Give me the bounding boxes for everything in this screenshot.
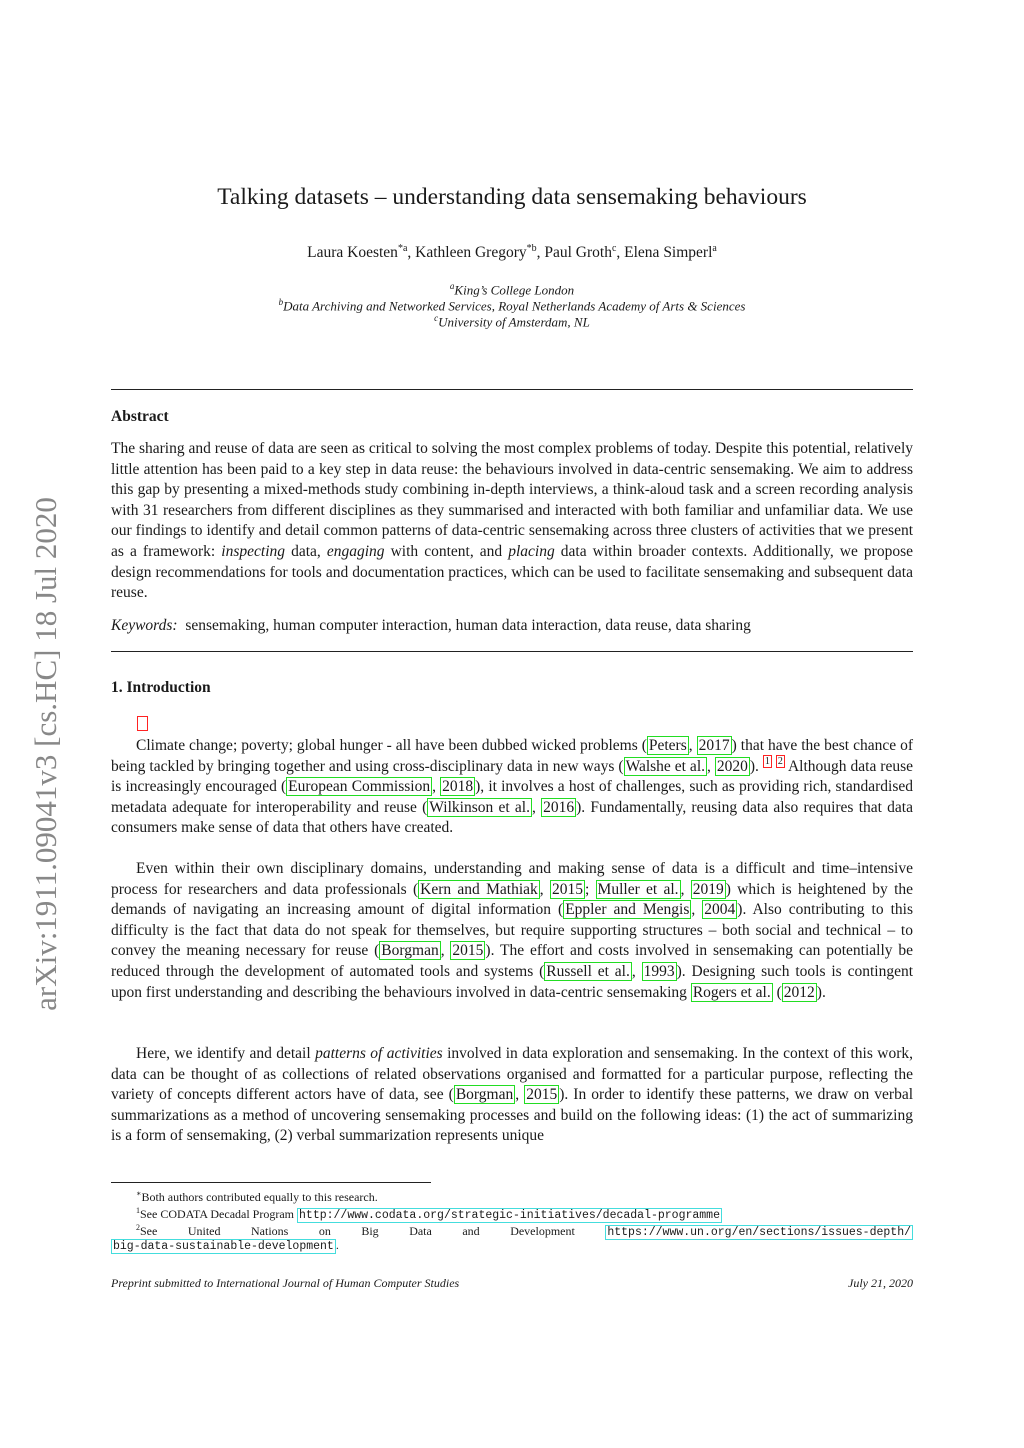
paper-title: Talking datasets – understanding data sensemaking behaviours (217, 184, 807, 210)
author-marker: *b (526, 243, 537, 254)
section-heading: 1. Introduction (111, 679, 211, 696)
author-name: Laura Koesten (307, 244, 398, 262)
footnote: ∗Both authors contributed equally to this research. (136, 1189, 378, 1204)
citation-link[interactable]: 2020 (716, 757, 748, 775)
citation-link[interactable]: 2015 (551, 880, 583, 898)
affiliation-marker: c (434, 313, 439, 323)
citation-link[interactable]: 2016 (543, 798, 575, 816)
footer-date: July 21, 2020 (848, 1276, 913, 1290)
affiliation-text: King’s College London (454, 282, 575, 298)
citation-link[interactable]: 1993 (643, 962, 675, 980)
arxiv-identifier: arXiv:1911.09041v3 [cs.HC] 18 Jul 2020 (28, 497, 63, 1011)
intro-paragraph-1: Climate change; poverty; global hunger - all have been dubbed wicked problems ( Peters , 2017 ) that have the best chance of being tackled by bringing together and using cross-disciplinary data in new ways ( Walshe et al. , 2020 ). $^1$ $^2$ Although data reuse is increasingly encouraged ( European Commission , 2018 ), it involves a host of challenges, such as providing rich, standardised metadata adequate for interoperability and reuse ( Wilkinson et al. , 2016 ). Fundamentally, reusing data also requires that data consumers make sense of data that others have created. (111, 737, 914, 837)
footnote-url[interactable]: big-data-sustainable-development (113, 1240, 334, 1253)
affiliation-text: University of Amsterdam, NL (438, 314, 590, 330)
footnote: $^1$See CODATA Decadal Program http://www.codata.org/strategic-initiatives/decadal-programme (136, 1206, 720, 1222)
citation-link[interactable]: Wilkinson et al. (429, 798, 530, 816)
citation-link[interactable]: Borgman (381, 942, 439, 960)
citation-link[interactable]: 2012 (783, 983, 815, 1001)
citation-link[interactable]: Peters (648, 737, 687, 754)
citation-link[interactable]: Walshe et al. (625, 757, 705, 775)
footnote-link[interactable]: 2 (777, 756, 783, 768)
abstract-heading: Abstract (111, 408, 169, 425)
top-divider (111, 389, 913, 390)
author-marker: c (611, 243, 617, 254)
citation-link[interactable]: Kern and Mathiak (420, 880, 538, 898)
footnote: $^2$See United Nations on Big Data and Development https://www.un.org/en/sections/issues-depth/ (136, 1223, 911, 1239)
citation-link[interactable]: Russell et al. (546, 962, 630, 980)
affiliation-marker: a (449, 281, 455, 291)
citation-link[interactable]: 2015 (526, 1086, 558, 1104)
citation-link[interactable]: European Commission (288, 778, 431, 796)
affiliation-marker: b (278, 297, 284, 307)
citation-link[interactable]: Borgman (455, 1086, 514, 1104)
bottom-divider (111, 651, 913, 652)
intro-paragraph-2: Even within their own disciplinary domains, understanding and making sense of data is a difficult and time–intensive process for researchers and data professionals ( Kern and Mathiak , 2015 ; Muller et al. , 2019 ) which is heightened by the demands of navigating an increasing amount of digital information ( Eppler and Mengis , 2004 ). Also contributing to this difficulty is the fact that data do not speak for themselves, but require supporting structures – both social and technical – to convey the meaning necessary for reuse ( Borgman , 2015 ). The effort and costs involved in sensemaking can potentially be reduced through the development of automated tools and systems ( Russell et al. , 1993 ). Designing such tools is contingent upon first understanding and describing the behaviours involved in data-centric sensemaking Rogers et al. ( 2012 ). (111, 860, 914, 1001)
footnote-url[interactable]: https://www.un.org/en/sections/issues-depth/ (607, 1226, 911, 1239)
author-name: Kathleen Gregory (415, 244, 527, 262)
citation-link[interactable]: 2017 (698, 737, 730, 754)
citation-link[interactable]: Eppler and Mengis (565, 901, 690, 919)
author-name: Elena Simperl (624, 244, 713, 262)
author-list: Laura Koesten$^{*a}$, Kathleen Gregory$^{*b}$, Paul Groth$^c$, Elena Simperl$^a$ (307, 243, 717, 262)
affiliation (0, 313, 1024, 330)
footnote-url[interactable]: http://www.codata.org/strategic-initiatives/decadal-programme (299, 1209, 720, 1222)
citation-link[interactable]: Muller et al. (597, 880, 679, 898)
affiliation (0, 297, 1024, 314)
keywords-text: sensemaking, human computer interaction, human data interaction, data reuse, data sharing (185, 617, 751, 634)
keywords (111, 616, 913, 637)
citation-link[interactable]: 2015 (452, 942, 484, 960)
keywords-label: Keywords: (111, 617, 178, 634)
footnote-continuation: big-data-sustainable-development . (113, 1238, 339, 1253)
footer-journal: Preprint submitted to International Journal of Human Computer Studies (111, 1276, 460, 1290)
footnote-divider (111, 1182, 431, 1183)
footnote-link[interactable]: 1 (764, 756, 770, 768)
affiliation (0, 281, 1024, 298)
author-marker: *a (397, 243, 408, 254)
author-marker: a (712, 243, 717, 254)
abstract-body: The sharing and reuse of data are seen as critical to solving the most complex problems of today. Despite this potential, relatively little attention has been paid to a key step in data reuse: the behaviours involved in data-centric sensemaking. We aim to address this gap by presenting a mixed-methods study combining in-depth interviews, a think-aloud task and a screen recording analysis with 31 researchers from different disciplines as they summarised and interacted with both familiar and unfamiliar data. We use our findings to identify and detail common patterns of data-centric sensemaking across three clusters of activities that we present as a framework: inspecting data, engaging with content, and placing data within broader contexts. Additionally, we propose design recommendations for tools and documentation practices, which can be used to facilitate sensemaking and subsequent data reuse. (111, 440, 913, 602)
intro-paragraph-3: Here, we identify and detail patterns of activities involved in data exploration and sensemaking. In the context of this work, data can be thought of as collections of related observations organised and formatted for a particular purpose, reflecting the variety of concepts different actors have of data, see ( Borgman , 2015 ). In order to identify these patterns, we draw on verbal summarizations as a method of uncovering sensemaking processes and build on the following ideas: (1) the act of summarizing is a form of sensemaking, (2) verbal summarization represents unique (111, 1045, 914, 1145)
author-name: Paul Groth (544, 244, 612, 262)
anchor-link-box[interactable] (137, 716, 148, 731)
citation-link[interactable]: 2019 (692, 880, 724, 898)
affiliation-text: Data Archiving and Networked Services, Royal Netherlands Academy of Arts & Sciences (283, 298, 746, 314)
citation-link[interactable]: Rogers et al. (692, 983, 771, 1001)
citation-link[interactable]: 2018 (442, 778, 474, 796)
citation-link[interactable]: 2004 (704, 901, 736, 919)
